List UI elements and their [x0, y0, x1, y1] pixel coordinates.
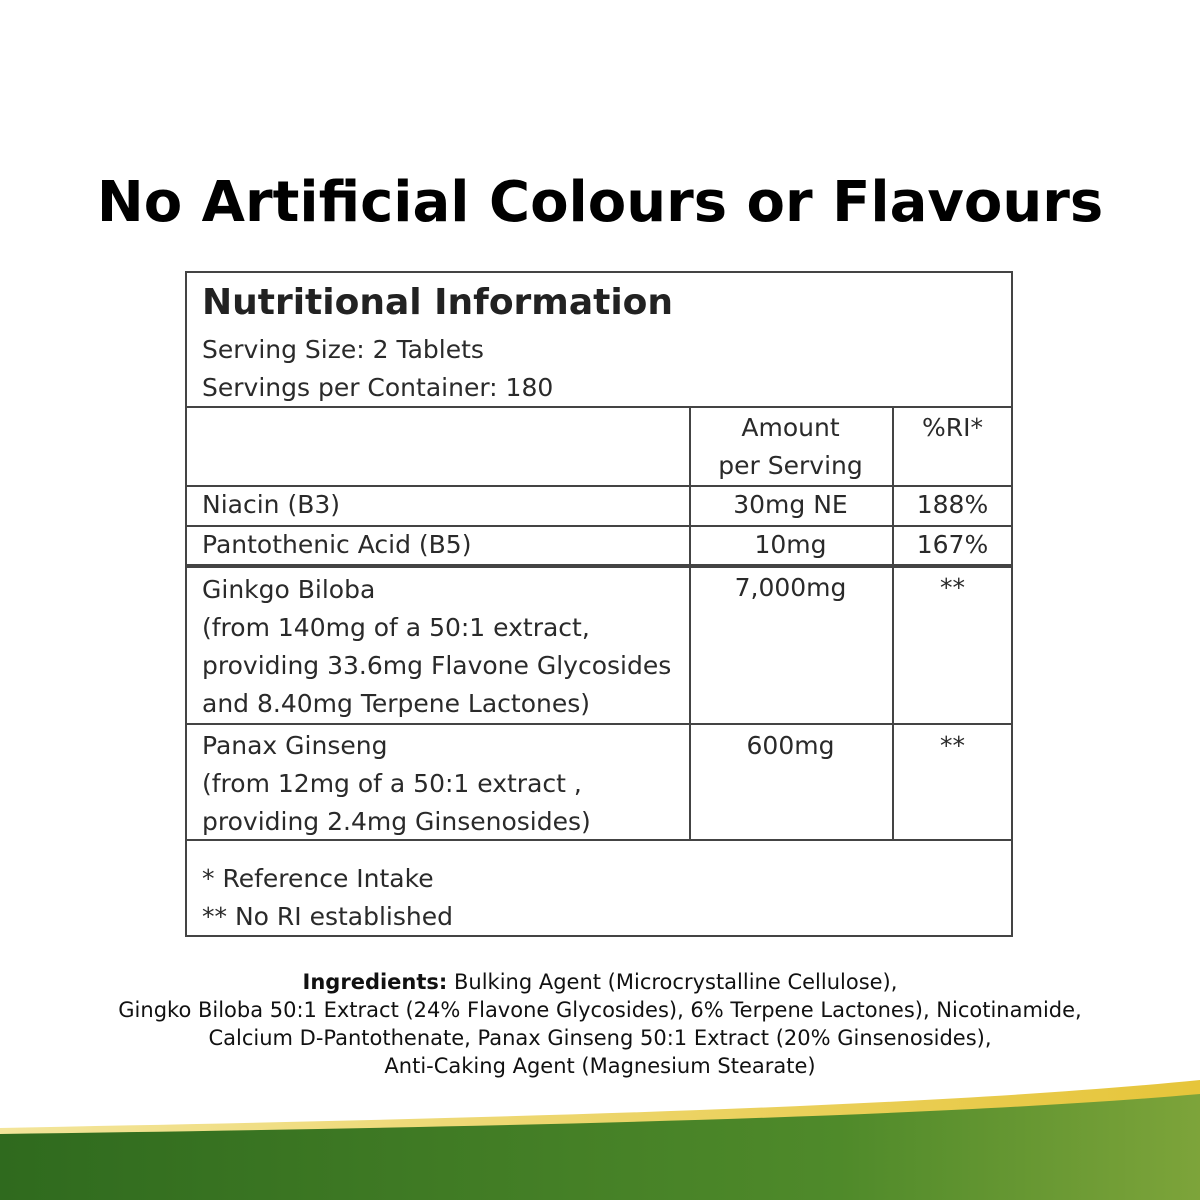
row-ginkgo-name: Ginkgo Biloba [202, 575, 376, 604]
row-ginseng-detail-1: (from 12mg of a 50:1 extract , [202, 769, 582, 798]
row-ginseng-ri: ** [940, 731, 965, 760]
decorative-wave [0, 1080, 1200, 1200]
row-ginkgo-detail-2: providing 33.6mg Flavone Glycosides [202, 651, 672, 680]
nutrition-panel [185, 271, 1013, 937]
servings-label: Servings per Container: [202, 373, 498, 402]
row-ginkgo-amount: 7,000mg [734, 573, 847, 602]
row-niacin-ri: 188% [916, 490, 989, 519]
row-niacin-name: Niacin (B3) [202, 490, 341, 519]
row-pantothenic-amount: 10mg [754, 530, 827, 559]
col-ri: %RI* [922, 413, 983, 442]
row-ginseng-detail-2: providing 2.4mg Ginsenosides) [202, 807, 591, 836]
rule-thick [187, 564, 1011, 568]
rule-col-2 [892, 406, 894, 839]
row-ginkgo-detail-3: and 8.40mg Terpene Lactones) [202, 689, 591, 718]
ingredients-label: Ingredients: [302, 970, 448, 994]
wave-green [0, 1094, 1200, 1200]
headline: No Artificial Colours or Flavours [96, 170, 1104, 235]
footnote-no-ri: ** No RI established [202, 902, 453, 931]
ingredients-block [0, 968, 1200, 1080]
servings-per-container [202, 369, 553, 407]
col-amount-line1: Amount [741, 413, 840, 442]
ingredients-line-3: Calcium D-Pantothenate, Panax Ginseng 50:1 Extract (20% Ginsenosides), [208, 1026, 992, 1050]
ingredients-text-1: Bulking Agent (Microcrystalline Cellulose), [447, 970, 898, 994]
row-ginseng-amount: 600mg [746, 731, 835, 760]
ingredients-line-2: Gingko Biloba 50:1 Extract (24% Flavone Glycosides), 6% Terpene Lactones), Nicotinamide, [118, 998, 1082, 1022]
panel-title: Nutritional Information [202, 282, 674, 323]
footnote-reference-intake: * Reference Intake [202, 864, 434, 893]
serving-size: Serving Size: 2 Tablets [202, 335, 484, 364]
servings-value: 180 [505, 373, 554, 402]
ingredients-line-1 [0, 968, 1200, 996]
row-ginkgo-detail-1: (from 140mg of a 50:1 extract, [202, 613, 590, 642]
rule-ginkgo [187, 723, 1011, 725]
ingredients-line-4: Anti-Caking Agent (Magnesium Stearate) [384, 1054, 816, 1078]
row-pantothenic-ri: 167% [916, 530, 989, 559]
col-amount-line2: per Serving [718, 451, 863, 480]
row-niacin-amount: 30mg NE [733, 490, 848, 519]
row-ginseng-name: Panax Ginseng [202, 731, 388, 760]
row-pantothenic-name: Pantothenic Acid (B5) [202, 530, 472, 559]
row-ginkgo-ri: ** [940, 573, 965, 602]
